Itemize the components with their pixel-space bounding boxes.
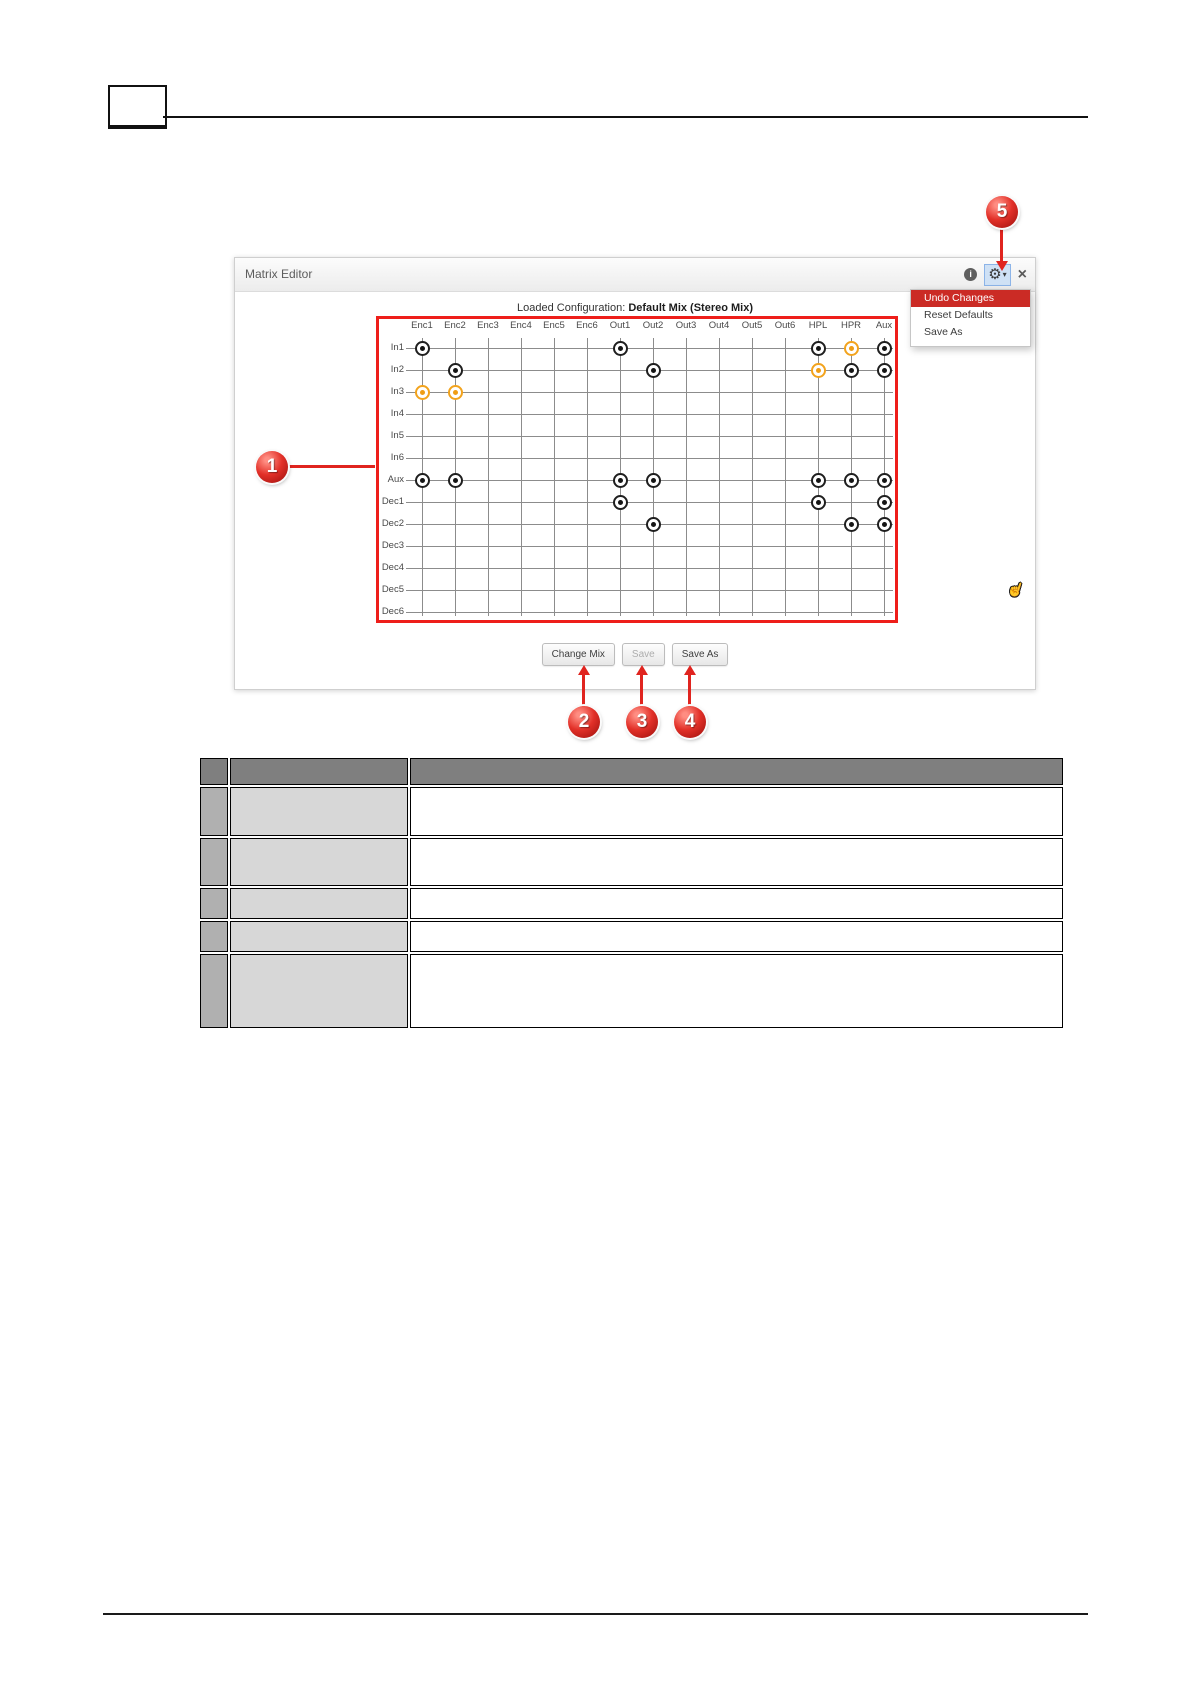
matrix-grid-vline bbox=[686, 338, 687, 616]
matrix-dot-core bbox=[618, 478, 623, 483]
matrix-dot-Dec1-Aux[interactable] bbox=[877, 495, 892, 510]
callout-2: 2 bbox=[568, 706, 600, 738]
loaded-configuration-label: Loaded Configuration: bbox=[517, 302, 626, 314]
matrix-dot-core bbox=[882, 522, 887, 527]
matrix-column-header-HPR: HPR bbox=[840, 320, 862, 331]
matrix-dot-core bbox=[651, 478, 656, 483]
table-row bbox=[200, 838, 1063, 886]
callout-1-line bbox=[288, 465, 375, 468]
matrix-column-header-Enc5: Enc5 bbox=[543, 320, 565, 331]
matrix-grid[interactable] bbox=[376, 316, 898, 623]
matrix-grid-hline bbox=[406, 568, 893, 569]
panel-title: Matrix Editor bbox=[245, 267, 313, 281]
table-cell bbox=[230, 888, 408, 919]
matrix-dot-Dec2-Out2[interactable] bbox=[646, 517, 661, 532]
matrix-grid-hline bbox=[406, 436, 893, 437]
matrix-column-header-Out1: Out1 bbox=[609, 320, 631, 331]
matrix-dot-core bbox=[882, 478, 887, 483]
matrix-row-label-Aux: Aux bbox=[387, 474, 404, 485]
matrix-dot-core bbox=[453, 368, 458, 373]
loaded-configuration-value: Default Mix (Stereo Mix) bbox=[628, 302, 753, 314]
matrix-dot-In1-Aux[interactable] bbox=[877, 341, 892, 356]
matrix-grid-vline bbox=[554, 338, 555, 616]
matrix-column-header-Out5: Out5 bbox=[741, 320, 763, 331]
matrix-dot-core bbox=[618, 500, 623, 505]
matrix-grid-vline bbox=[587, 338, 588, 616]
matrix-column-header-HPL: HPL bbox=[808, 320, 828, 331]
matrix-column-header-Enc3: Enc3 bbox=[477, 320, 499, 331]
table-cell bbox=[410, 838, 1063, 886]
table-cell bbox=[230, 954, 408, 1028]
matrix-column-header-Out6: Out6 bbox=[774, 320, 796, 331]
table-cell bbox=[200, 838, 228, 886]
matrix-dot-In1-HPL[interactable] bbox=[811, 341, 826, 356]
matrix-dot-core bbox=[849, 346, 854, 351]
matrix-grid-vline bbox=[719, 338, 720, 616]
matrix-dot-core bbox=[816, 500, 821, 505]
matrix-grid-vline bbox=[521, 338, 522, 616]
callout-4-arrowhead bbox=[684, 665, 696, 675]
matrix-column-header-Enc1: Enc1 bbox=[411, 320, 433, 331]
callout-3: 3 bbox=[626, 706, 658, 738]
matrix-dot-core bbox=[816, 368, 821, 373]
matrix-row-label-Dec4: Dec4 bbox=[381, 562, 404, 573]
matrix-row-label-In1: In1 bbox=[390, 342, 404, 353]
table-row bbox=[200, 921, 1063, 952]
info-icon[interactable]: i bbox=[964, 268, 977, 281]
matrix-grid-vline bbox=[488, 338, 489, 616]
menu-item-save-as[interactable]: Save As bbox=[924, 326, 963, 338]
matrix-row-label-Dec2: Dec2 bbox=[381, 518, 404, 529]
panel-titlebar bbox=[235, 258, 1035, 292]
table-cell bbox=[200, 787, 228, 836]
matrix-dot-core bbox=[618, 346, 623, 351]
matrix-dot-core bbox=[651, 522, 656, 527]
callout-2-arrowhead bbox=[578, 665, 590, 675]
table-header-cell bbox=[410, 758, 1063, 785]
table-cell bbox=[230, 838, 408, 886]
matrix-grid-hline bbox=[406, 590, 893, 591]
table-cell bbox=[200, 954, 228, 1028]
table-row bbox=[200, 787, 1063, 836]
callout-3-line bbox=[640, 674, 643, 707]
matrix-dot-Aux-HPL[interactable] bbox=[811, 473, 826, 488]
table-cell bbox=[230, 921, 408, 952]
matrix-dot-Aux-Aux[interactable] bbox=[877, 473, 892, 488]
matrix-row-label-In2: In2 bbox=[390, 364, 404, 375]
matrix-dot-Aux-Enc2[interactable] bbox=[448, 473, 463, 488]
matrix-row-label-In4: In4 bbox=[390, 408, 404, 419]
menu-item-reset-defaults[interactable]: Reset Defaults bbox=[924, 309, 993, 321]
matrix-row-label-In6: In6 bbox=[390, 452, 404, 463]
matrix-dot-core bbox=[882, 368, 887, 373]
callout-5: 5 bbox=[986, 196, 1018, 228]
matrix-dot-core bbox=[816, 478, 821, 483]
matrix-row-label-Dec1: Dec1 bbox=[381, 496, 404, 507]
table-cell bbox=[410, 954, 1063, 1028]
page-number-box bbox=[108, 85, 167, 129]
save-button[interactable]: Save bbox=[622, 643, 665, 666]
matrix-column-header-Aux: Aux bbox=[875, 320, 893, 331]
matrix-dot-In3-Enc2[interactable] bbox=[448, 385, 463, 400]
matrix-dot-In2-Out2[interactable] bbox=[646, 363, 661, 378]
matrix-dot-core bbox=[849, 368, 854, 373]
gear-dropdown-menu bbox=[910, 289, 1031, 600]
matrix-grid-hline bbox=[406, 612, 893, 613]
matrix-dot-core bbox=[882, 346, 887, 351]
matrix-row-label-In3: In3 bbox=[390, 386, 404, 397]
matrix-dot-In2-Enc2[interactable] bbox=[448, 363, 463, 378]
table-cell bbox=[410, 921, 1063, 952]
matrix-column-header-Enc6: Enc6 bbox=[576, 320, 598, 331]
menu-item-undo-changes[interactable]: Undo Changes bbox=[911, 290, 1030, 307]
matrix-dot-In2-HPL[interactable] bbox=[811, 363, 826, 378]
matrix-dot-core bbox=[816, 346, 821, 351]
matrix-row-label-Dec6: Dec6 bbox=[381, 606, 404, 617]
matrix-column-header-Out3: Out3 bbox=[675, 320, 697, 331]
callout-2-line bbox=[582, 674, 585, 707]
hand-cursor-icon: ☝ bbox=[1005, 578, 1027, 600]
header-rule bbox=[163, 116, 1088, 118]
table-row bbox=[200, 888, 1063, 919]
matrix-column-header-Out2: Out2 bbox=[642, 320, 664, 331]
table-cell bbox=[230, 787, 408, 836]
matrix-dot-Aux-HPR[interactable] bbox=[844, 473, 859, 488]
table-row bbox=[200, 954, 1063, 1028]
change-mix-button[interactable]: Change Mix bbox=[542, 643, 615, 666]
footer-rule bbox=[103, 1613, 1088, 1615]
matrix-column-header-Out4: Out4 bbox=[708, 320, 730, 331]
matrix-dot-Dec2-Aux[interactable] bbox=[877, 517, 892, 532]
matrix-dot-core bbox=[882, 500, 887, 505]
matrix-grid-vline bbox=[752, 338, 753, 616]
matrix-grid-hline bbox=[406, 392, 893, 393]
panel-button-row bbox=[235, 643, 1035, 666]
matrix-dot-Dec2-HPR[interactable] bbox=[844, 517, 859, 532]
table-cell bbox=[410, 787, 1063, 836]
matrix-dot-core bbox=[849, 478, 854, 483]
matrix-row-label-Dec5: Dec5 bbox=[381, 584, 404, 595]
matrix-dot-In2-HPR[interactable] bbox=[844, 363, 859, 378]
close-icon[interactable]: × bbox=[1017, 265, 1027, 283]
matrix-column-header-Enc2: Enc2 bbox=[444, 320, 466, 331]
matrix-dot-In3-Enc1[interactable] bbox=[415, 385, 430, 400]
table-cell bbox=[410, 888, 1063, 919]
matrix-column-header-Enc4: Enc4 bbox=[510, 320, 532, 331]
matrix-dot-Aux-Enc1[interactable] bbox=[415, 473, 430, 488]
matrix-dot-In1-Enc1[interactable] bbox=[415, 341, 430, 356]
matrix-dot-core bbox=[849, 522, 854, 527]
matrix-dot-In1-Out1[interactable] bbox=[613, 341, 628, 356]
callout-5-arrowhead bbox=[996, 261, 1008, 271]
table-cell bbox=[200, 921, 228, 952]
matrix-grid-hline bbox=[406, 458, 893, 459]
matrix-row-label-In5: In5 bbox=[390, 430, 404, 441]
matrix-row-label-Dec3: Dec3 bbox=[381, 540, 404, 551]
gear-icon: ⚙ bbox=[988, 265, 1002, 283]
matrix-grid-vline bbox=[785, 338, 786, 616]
table-header-cell bbox=[230, 758, 408, 785]
matrix-grid-hline bbox=[406, 414, 893, 415]
table-cell bbox=[200, 888, 228, 919]
callout-1: 1 bbox=[256, 451, 288, 483]
chevron-down-icon: ▾ bbox=[1002, 270, 1007, 279]
matrix-dot-core bbox=[651, 368, 656, 373]
matrix-grid-hline bbox=[406, 546, 893, 547]
save-as-button[interactable]: Save As bbox=[672, 643, 729, 666]
callout-4-line bbox=[688, 674, 691, 707]
matrix-dot-core bbox=[420, 478, 425, 483]
matrix-dot-In1-HPR[interactable] bbox=[844, 341, 859, 356]
matrix-dot-Dec1-HPL[interactable] bbox=[811, 495, 826, 510]
matrix-dot-Dec1-Out1[interactable] bbox=[613, 495, 628, 510]
table-header-row bbox=[200, 758, 1063, 785]
matrix-dot-core bbox=[453, 478, 458, 483]
callout-5-line bbox=[1000, 229, 1003, 261]
table-header-cell bbox=[200, 758, 228, 785]
matrix-dot-In2-Aux[interactable] bbox=[877, 363, 892, 378]
callout-3-arrowhead bbox=[636, 665, 648, 675]
matrix-dot-Aux-Out2[interactable] bbox=[646, 473, 661, 488]
callout-4: 4 bbox=[674, 706, 706, 738]
matrix-dot-core bbox=[420, 346, 425, 351]
matrix-dot-core bbox=[420, 390, 425, 395]
matrix-dot-core bbox=[453, 390, 458, 395]
matrix-dot-Aux-Out1[interactable] bbox=[613, 473, 628, 488]
